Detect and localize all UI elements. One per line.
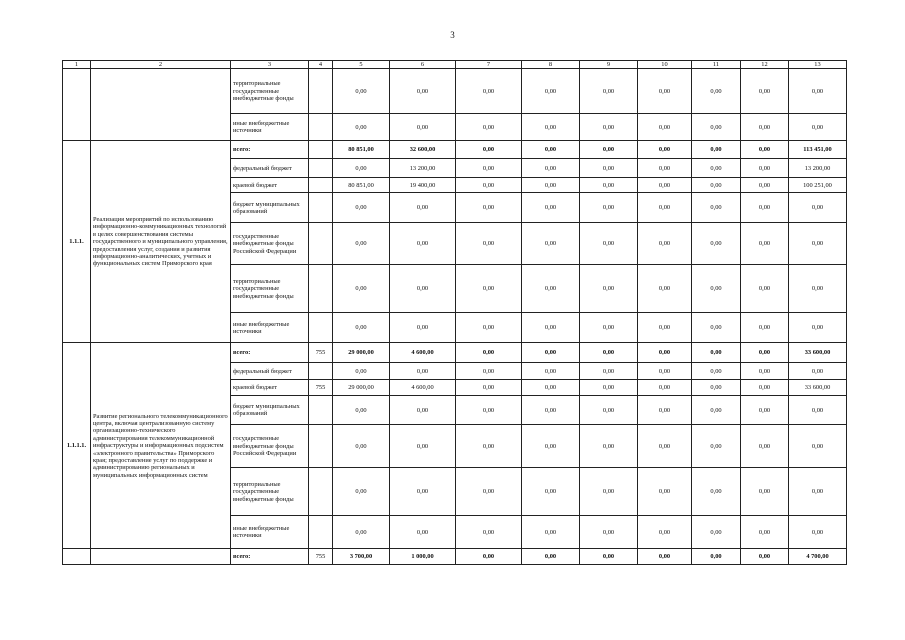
row-code xyxy=(63,69,91,141)
table-row xyxy=(63,141,847,159)
amount-cell: 0,00 xyxy=(333,313,390,343)
grbs-code xyxy=(309,265,333,313)
grbs-code: 755 xyxy=(309,380,333,396)
amount-cell: 0,00 xyxy=(522,141,580,159)
amount-cell: 0,00 xyxy=(789,425,847,468)
amount-cell: 0,00 xyxy=(456,193,522,223)
amount-cell: 0,00 xyxy=(333,425,390,468)
funding-source-label: федеральный бюджет xyxy=(231,159,309,178)
funding-source-label: краевой бюджет xyxy=(231,178,309,193)
amount-cell: 0,00 xyxy=(789,265,847,313)
amount-cell: 0,00 xyxy=(522,178,580,193)
amount-cell: 113 451,00 xyxy=(789,141,847,159)
amount-cell: 0,00 xyxy=(580,265,638,313)
header-cell: 8 xyxy=(522,61,580,69)
amount-cell: 0,00 xyxy=(638,549,692,565)
amount-cell: 80 851,00 xyxy=(333,141,390,159)
grbs-code xyxy=(309,141,333,159)
amount-cell: 0,00 xyxy=(692,549,741,565)
amount-cell: 0,00 xyxy=(741,313,789,343)
amount-cell: 100 251,00 xyxy=(789,178,847,193)
grbs-code xyxy=(309,114,333,141)
amount-cell: 0,00 xyxy=(580,114,638,141)
amount-cell: 0,00 xyxy=(456,141,522,159)
amount-cell: 0,00 xyxy=(522,380,580,396)
amount-cell: 13 200,00 xyxy=(390,159,456,178)
amount-cell: 0,00 xyxy=(580,549,638,565)
amount-cell: 0,00 xyxy=(692,516,741,549)
amount-cell: 0,00 xyxy=(741,69,789,114)
amount-cell: 0,00 xyxy=(456,265,522,313)
funding-source-label: иные внебюджетные источники xyxy=(231,313,309,343)
amount-cell: 19 400,00 xyxy=(390,178,456,193)
amount-cell: 0,00 xyxy=(456,178,522,193)
amount-cell: 0,00 xyxy=(741,549,789,565)
amount-cell: 0,00 xyxy=(692,193,741,223)
amount-cell: 0,00 xyxy=(741,193,789,223)
amount-cell: 33 600,00 xyxy=(789,343,847,363)
amount-cell: 0,00 xyxy=(580,343,638,363)
header-cell: 1 xyxy=(63,61,91,69)
amount-cell: 0,00 xyxy=(522,265,580,313)
amount-cell: 0,00 xyxy=(789,223,847,265)
page-number: 3 xyxy=(450,30,455,40)
amount-cell: 0,00 xyxy=(456,549,522,565)
header-cell: 12 xyxy=(741,61,789,69)
amount-cell: 0,00 xyxy=(522,313,580,343)
grbs-code xyxy=(309,178,333,193)
header-cell: 4 xyxy=(309,61,333,69)
amount-cell: 0,00 xyxy=(390,223,456,265)
amount-cell: 0,00 xyxy=(522,468,580,516)
amount-cell: 0,00 xyxy=(638,380,692,396)
grbs-code xyxy=(309,468,333,516)
amount-cell: 0,00 xyxy=(333,363,390,380)
amount-cell: 0,00 xyxy=(522,516,580,549)
amount-cell: 0,00 xyxy=(522,193,580,223)
amount-cell: 0,00 xyxy=(456,468,522,516)
amount-cell: 4 600,00 xyxy=(390,380,456,396)
amount-cell: 0,00 xyxy=(741,114,789,141)
amount-cell: 0,00 xyxy=(580,141,638,159)
amount-cell: 0,00 xyxy=(333,159,390,178)
amount-cell: 0,00 xyxy=(692,396,741,425)
amount-cell: 4 600,00 xyxy=(390,343,456,363)
amount-cell: 0,00 xyxy=(692,223,741,265)
amount-cell: 32 600,00 xyxy=(390,141,456,159)
header-cell: 2 xyxy=(91,61,231,69)
amount-cell: 0,00 xyxy=(333,516,390,549)
amount-cell: 13 200,00 xyxy=(789,159,847,178)
header-cell: 13 xyxy=(789,61,847,69)
amount-cell: 0,00 xyxy=(638,114,692,141)
amount-cell: 29 000,00 xyxy=(333,380,390,396)
amount-cell: 0,00 xyxy=(789,468,847,516)
amount-cell: 0,00 xyxy=(638,396,692,425)
amount-cell: 0,00 xyxy=(638,223,692,265)
amount-cell: 0,00 xyxy=(456,396,522,425)
amount-cell: 0,00 xyxy=(741,425,789,468)
table-row xyxy=(63,69,847,114)
amount-cell: 0,00 xyxy=(638,265,692,313)
row-code xyxy=(63,549,91,565)
amount-cell: 0,00 xyxy=(692,141,741,159)
activity-title xyxy=(91,549,231,565)
grbs-code xyxy=(309,69,333,114)
amount-cell: 0,00 xyxy=(789,313,847,343)
amount-cell: 0,00 xyxy=(522,343,580,363)
amount-cell: 0,00 xyxy=(692,69,741,114)
grbs-code xyxy=(309,193,333,223)
amount-cell: 0,00 xyxy=(456,516,522,549)
amount-cell: 0,00 xyxy=(580,425,638,468)
grbs-code xyxy=(309,516,333,549)
funding-source-label: государственные внебюджетные фонды Российской Федерации xyxy=(231,425,309,468)
amount-cell: 0,00 xyxy=(741,178,789,193)
amount-cell: 0,00 xyxy=(789,516,847,549)
amount-cell: 0,00 xyxy=(456,114,522,141)
header-cell: 6 xyxy=(390,61,456,69)
amount-cell: 0,00 xyxy=(580,159,638,178)
funding-source-label: иные внебюджетные источники xyxy=(231,516,309,549)
amount-cell: 0,00 xyxy=(522,159,580,178)
amount-cell: 0,00 xyxy=(390,69,456,114)
amount-cell: 0,00 xyxy=(390,313,456,343)
grbs-code xyxy=(309,363,333,380)
amount-cell: 0,00 xyxy=(638,363,692,380)
amount-cell: 0,00 xyxy=(741,363,789,380)
header-cell: 7 xyxy=(456,61,522,69)
amount-cell: 3 700,00 xyxy=(333,549,390,565)
grbs-code: 755 xyxy=(309,549,333,565)
amount-cell: 0,00 xyxy=(456,380,522,396)
header-cell: 9 xyxy=(580,61,638,69)
header-cell: 3 xyxy=(231,61,309,69)
amount-cell: 0,00 xyxy=(638,193,692,223)
amount-cell: 0,00 xyxy=(333,114,390,141)
header-cell: 10 xyxy=(638,61,692,69)
budget-table xyxy=(62,60,847,565)
amount-cell: 0,00 xyxy=(741,380,789,396)
grbs-code xyxy=(309,159,333,178)
amount-cell: 0,00 xyxy=(741,141,789,159)
amount-cell: 0,00 xyxy=(580,468,638,516)
header-row xyxy=(63,61,847,69)
amount-cell: 0,00 xyxy=(456,313,522,343)
funding-source-label: государственные внебюджетные фонды Российской Федерации xyxy=(231,223,309,265)
amount-cell: 0,00 xyxy=(390,193,456,223)
funding-source-label: бюджет муниципальных образований xyxy=(231,193,309,223)
amount-cell: 0,00 xyxy=(522,223,580,265)
amount-cell: 0,00 xyxy=(741,223,789,265)
activity-title xyxy=(91,69,231,141)
grbs-code xyxy=(309,396,333,425)
amount-cell: 0,00 xyxy=(741,265,789,313)
amount-cell: 0,00 xyxy=(580,516,638,549)
amount-cell: 0,00 xyxy=(390,265,456,313)
amount-cell: 0,00 xyxy=(692,363,741,380)
amount-cell: 0,00 xyxy=(390,396,456,425)
amount-cell: 0,00 xyxy=(522,425,580,468)
amount-cell: 0,00 xyxy=(522,114,580,141)
amount-cell: 0,00 xyxy=(522,396,580,425)
table-row xyxy=(63,549,847,565)
amount-cell: 0,00 xyxy=(390,516,456,549)
amount-cell: 0,00 xyxy=(456,425,522,468)
amount-cell: 0,00 xyxy=(741,396,789,425)
amount-cell: 0,00 xyxy=(692,114,741,141)
amount-cell: 0,00 xyxy=(692,468,741,516)
amount-cell: 0,00 xyxy=(692,425,741,468)
funding-source-label: всего: xyxy=(231,343,309,363)
amount-cell: 0,00 xyxy=(580,223,638,265)
amount-cell: 0,00 xyxy=(741,343,789,363)
amount-cell: 0,00 xyxy=(638,516,692,549)
funding-source-label: федеральный бюджет xyxy=(231,363,309,380)
amount-cell: 0,00 xyxy=(741,516,789,549)
amount-cell: 0,00 xyxy=(692,265,741,313)
funding-source-label: территориальные государственные внебюджетные фонды xyxy=(231,69,309,114)
amount-cell: 4 700,00 xyxy=(789,549,847,565)
funding-source-label: иные внебюджетные источники xyxy=(231,114,309,141)
amount-cell: 0,00 xyxy=(333,265,390,313)
amount-cell: 0,00 xyxy=(638,425,692,468)
amount-cell: 0,00 xyxy=(692,380,741,396)
amount-cell: 0,00 xyxy=(522,363,580,380)
funding-source-label: всего: xyxy=(231,141,309,159)
amount-cell: 0,00 xyxy=(638,343,692,363)
amount-cell: 0,00 xyxy=(390,468,456,516)
amount-cell: 0,00 xyxy=(638,313,692,343)
funding-source-label: территориальные государственные внебюджетные фонды xyxy=(231,468,309,516)
amount-cell: 0,00 xyxy=(692,313,741,343)
amount-cell: 0,00 xyxy=(333,468,390,516)
amount-cell: 0,00 xyxy=(789,396,847,425)
amount-cell: 0,00 xyxy=(333,396,390,425)
grbs-code xyxy=(309,425,333,468)
amount-cell: 0,00 xyxy=(522,549,580,565)
amount-cell: 0,00 xyxy=(741,159,789,178)
amount-cell: 0,00 xyxy=(580,193,638,223)
activity-title: Реализация мероприятий по использованию информационно-коммуникационных технологий в целях совершенствования системы государственного и муниципального управления, предоставления услуг, создания и развития информационно-аналитических, учетных и функциональных систем Приморского края xyxy=(91,141,231,343)
grbs-code: 755 xyxy=(309,343,333,363)
funding-source-label: всего: xyxy=(231,549,309,565)
activity-title: Развитие регионального телекоммуникационного центра, включая централизованную систему организационно-технического администрирования телекоммуникационной инфраструктуры и информационных подсистем «электронного правительства» Приморского края; предоставление услуг по поддержке и администрированию региональных и муниципальных информационных систем xyxy=(91,343,231,549)
row-code: 1.1.1. xyxy=(63,141,91,343)
funding-source-label: территориальные государственные внебюджетные фонды xyxy=(231,265,309,313)
amount-cell: 0,00 xyxy=(741,468,789,516)
amount-cell: 0,00 xyxy=(390,363,456,380)
amount-cell: 0,00 xyxy=(333,69,390,114)
header-cell: 11 xyxy=(692,61,741,69)
amount-cell: 0,00 xyxy=(333,193,390,223)
amount-cell: 0,00 xyxy=(692,159,741,178)
amount-cell: 0,00 xyxy=(456,223,522,265)
amount-cell: 0,00 xyxy=(390,114,456,141)
amount-cell: 0,00 xyxy=(638,69,692,114)
amount-cell: 33 600,00 xyxy=(789,380,847,396)
amount-cell: 0,00 xyxy=(789,114,847,141)
amount-cell: 0,00 xyxy=(638,159,692,178)
amount-cell: 0,00 xyxy=(638,178,692,193)
amount-cell: 1 000,00 xyxy=(390,549,456,565)
row-code: 1.1.1.1. xyxy=(63,343,91,549)
amount-cell: 29 000,00 xyxy=(333,343,390,363)
amount-cell: 0,00 xyxy=(580,178,638,193)
amount-cell: 0,00 xyxy=(456,363,522,380)
amount-cell: 0,00 xyxy=(580,69,638,114)
amount-cell: 0,00 xyxy=(638,141,692,159)
amount-cell: 0,00 xyxy=(522,69,580,114)
amount-cell: 0,00 xyxy=(580,396,638,425)
amount-cell: 80 851,00 xyxy=(333,178,390,193)
amount-cell: 0,00 xyxy=(789,363,847,380)
amount-cell: 0,00 xyxy=(789,69,847,114)
amount-cell: 0,00 xyxy=(456,343,522,363)
funding-source-label: бюджет муниципальных образований xyxy=(231,396,309,425)
amount-cell: 0,00 xyxy=(456,69,522,114)
header-cell: 5 xyxy=(333,61,390,69)
grbs-code xyxy=(309,223,333,265)
amount-cell: 0,00 xyxy=(456,159,522,178)
table-row xyxy=(63,343,847,363)
funding-source-label: краевой бюджет xyxy=(231,380,309,396)
grbs-code xyxy=(309,313,333,343)
amount-cell: 0,00 xyxy=(580,380,638,396)
amount-cell: 0,00 xyxy=(390,425,456,468)
amount-cell: 0,00 xyxy=(580,363,638,380)
amount-cell: 0,00 xyxy=(789,193,847,223)
amount-cell: 0,00 xyxy=(580,313,638,343)
amount-cell: 0,00 xyxy=(692,178,741,193)
amount-cell: 0,00 xyxy=(638,468,692,516)
amount-cell: 0,00 xyxy=(692,343,741,363)
amount-cell: 0,00 xyxy=(333,223,390,265)
